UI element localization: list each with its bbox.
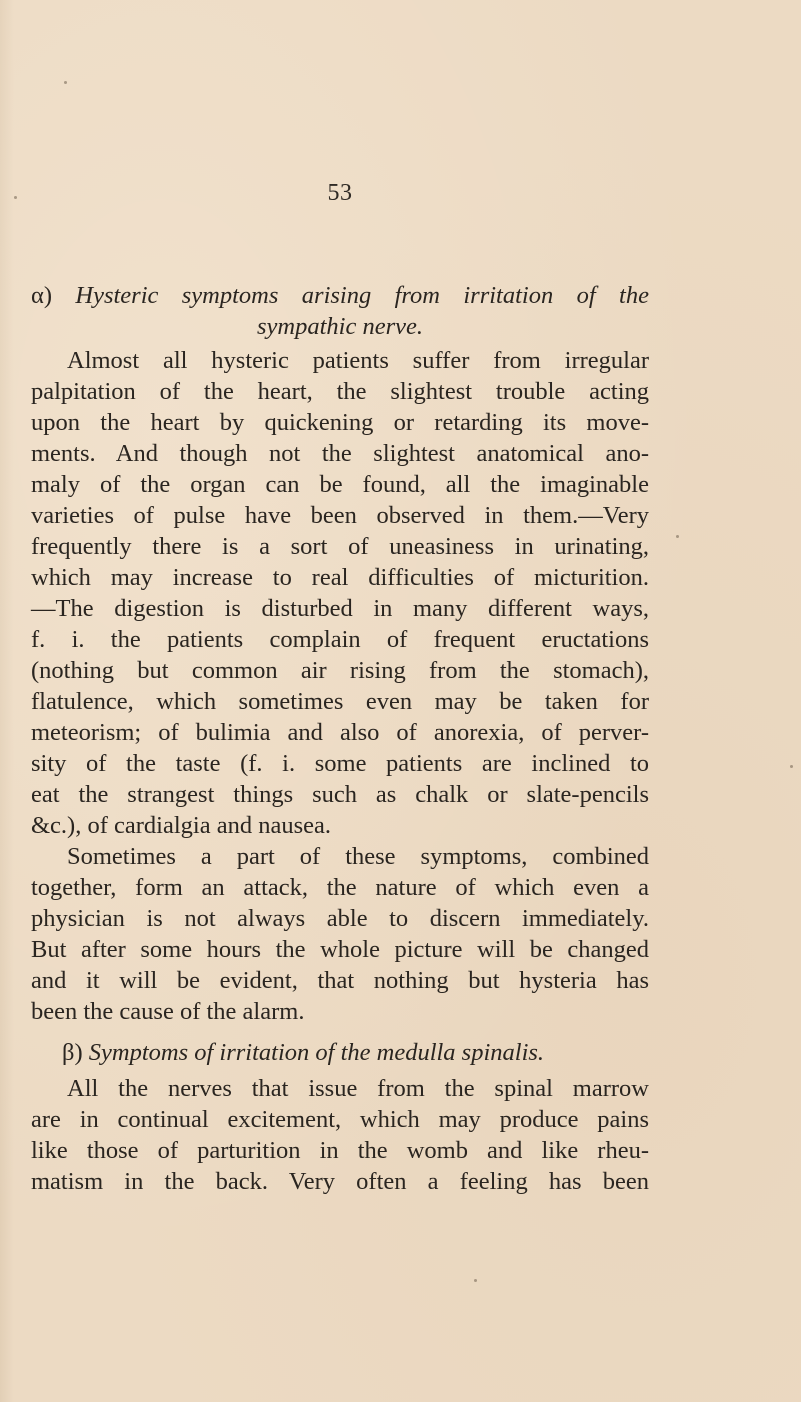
paragraph-line: maly of the organ can be found, all the imaginable — [31, 471, 649, 498]
section-alpha-heading — [31, 280, 649, 342]
paragraph-line: &c.), of cardialgia and nausea. — [31, 812, 331, 839]
paragraph-line: and it will be evident, that nothing but hysteria has — [31, 967, 649, 994]
paragraph-line: Almost all hysteric patients suffer from irregular — [67, 347, 649, 374]
paragraph-line: meteorism; of bulimia and also of anorexia, of perver- — [31, 719, 649, 746]
section-beta-title: Symptoms of irritation of the medulla spinalis. — [88, 1039, 545, 1066]
paragraph-line: f. i. the patients complain of frequent eructations — [31, 626, 649, 653]
section-alpha-paragraph-2 — [31, 841, 649, 1027]
section-alpha-title-part-1: Hysteric symptoms arising from irritation of the — [75, 282, 649, 309]
paragraph-line: All the nerves that issue from the spinal marrow — [67, 1075, 649, 1102]
paragraph-line: been the cause of the alarm. — [31, 998, 305, 1025]
section-alpha-title-part-2: sympathic nerve. — [257, 313, 423, 340]
paper-speck — [474, 1279, 477, 1282]
paper-speck — [790, 765, 793, 768]
section-alpha-paragraph-1 — [31, 345, 649, 841]
paragraph-line: ments. And though not the slightest anatomical ano- — [31, 440, 649, 467]
paragraph-line: sity of the taste (f. i. some patients are inclined to — [31, 750, 649, 777]
paragraph-line: eat the strangest things such as chalk or slate-pencils — [31, 781, 649, 808]
paragraph-line: matism in the back. Very often a feeling has been — [31, 1168, 649, 1195]
paragraph-line: (nothing but common air rising from the stomach), — [31, 657, 649, 684]
paper-speck — [676, 535, 679, 538]
paragraph-line: varieties of pulse have been observed in them.—Very — [31, 502, 649, 529]
paragraph-line: Sometimes a part of these symptoms, combined — [67, 843, 649, 870]
section-beta-paragraph-1 — [31, 1073, 649, 1197]
paragraph-line: frequently there is a sort of uneasiness in urinating, — [31, 533, 649, 560]
paragraph-line: palpitation of the heart, the slightest trouble acting — [31, 378, 649, 405]
paragraph-line: together, form an attack, the nature of which even a — [31, 874, 649, 901]
paragraph-line: But after some hours the whole picture will be changed — [31, 936, 649, 963]
paper-speck — [14, 196, 17, 199]
paragraph-line: which may increase to real difficulties of micturition. — [31, 564, 649, 591]
section-alpha-marker: α) — [31, 282, 52, 309]
paragraph-line: physician is not always able to discern immediately. — [31, 905, 649, 932]
page-number: 53 — [327, 180, 353, 206]
section-beta-heading — [62, 1037, 544, 1068]
paragraph-line: flatulence, which sometimes even may be taken for — [31, 688, 649, 715]
section-beta-marker: β) — [62, 1039, 83, 1066]
paragraph-line: upon the heart by quickening or retarding its move- — [31, 409, 649, 436]
paragraph-line: —The digestion is disturbed in many different ways, — [31, 595, 649, 622]
section-alpha-heading-line-1 — [31, 280, 649, 311]
paragraph-line: are in continual excitement, which may produce pains — [31, 1106, 649, 1133]
paper-speck — [64, 81, 67, 84]
paragraph-line: like those of parturition in the womb and like rheu- — [31, 1137, 649, 1164]
